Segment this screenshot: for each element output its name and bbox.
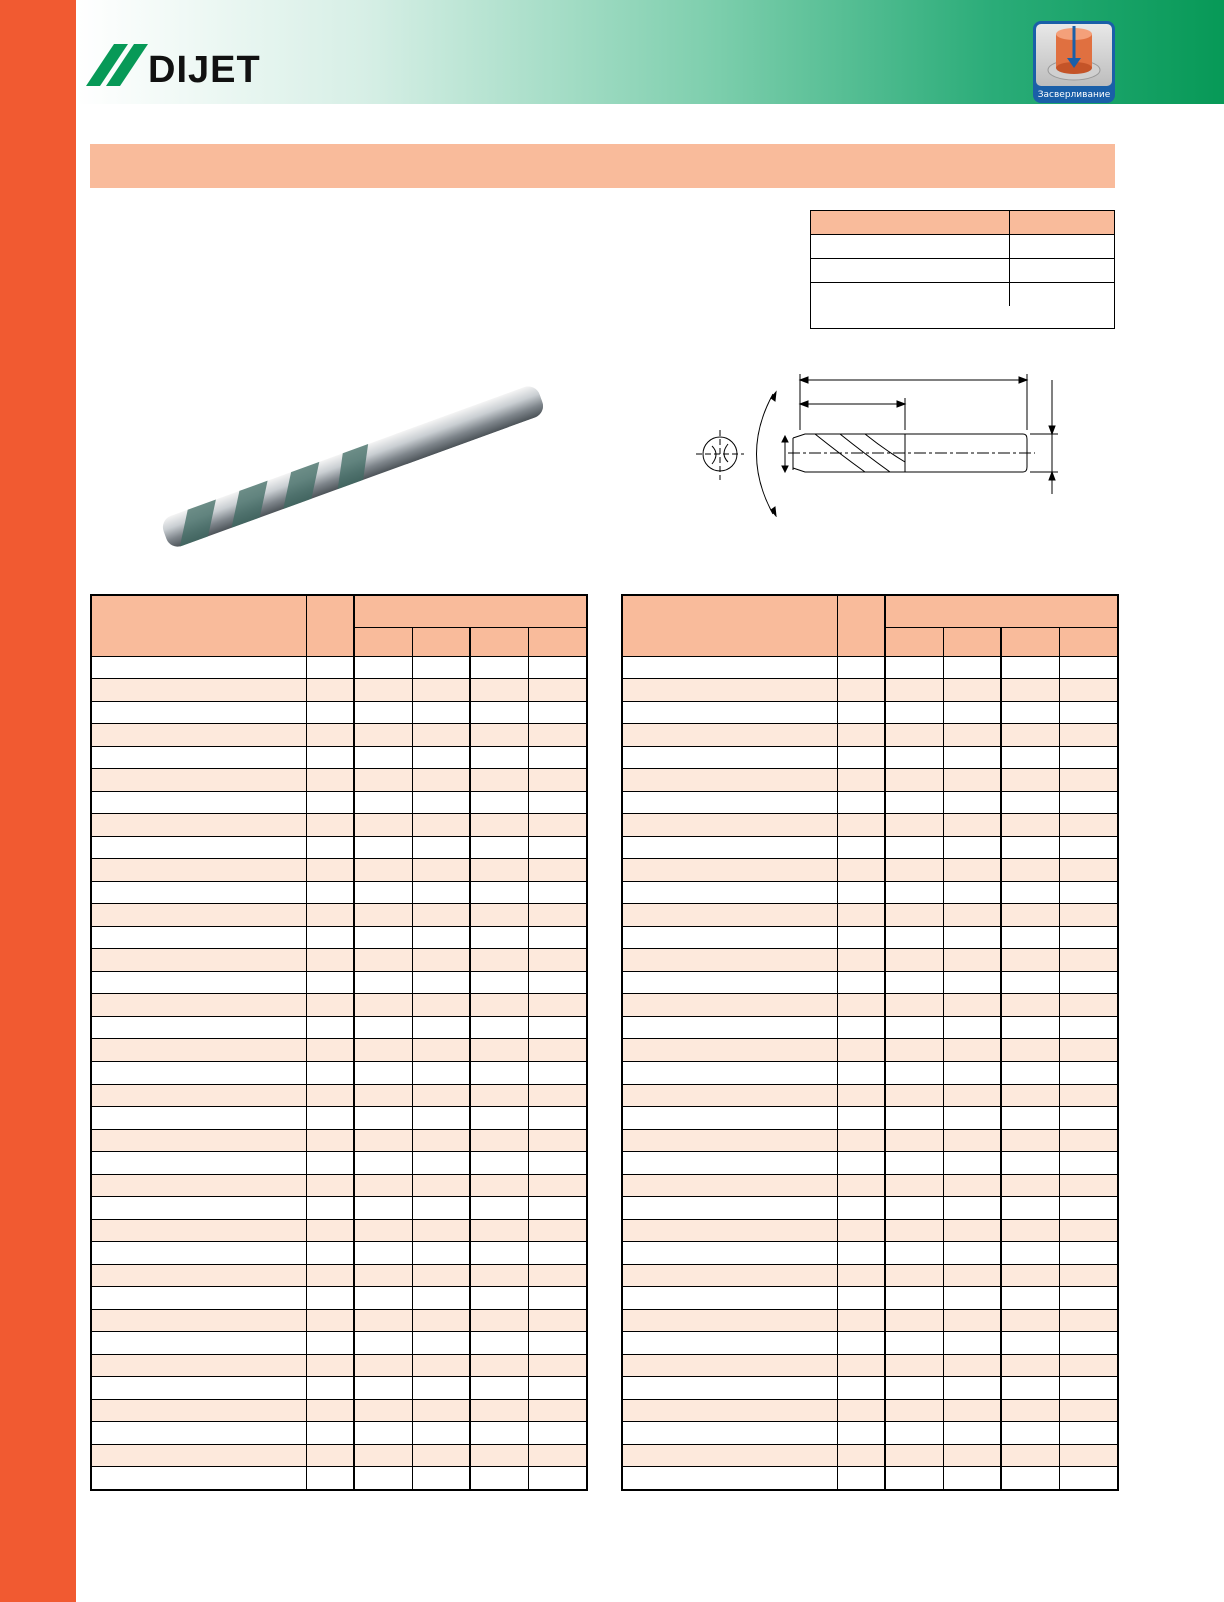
table-row [91, 769, 587, 792]
table-header-cell [354, 595, 587, 627]
table-row [91, 1287, 587, 1310]
table-row [622, 1354, 1118, 1377]
table-row [622, 1197, 1118, 1220]
table-row [622, 814, 1118, 837]
table-row [91, 904, 587, 927]
drill-dimension-drawing [690, 372, 1075, 517]
category-badge [1033, 21, 1115, 103]
table-header-cell [470, 627, 528, 656]
table-row [91, 1264, 587, 1287]
spec-table-header [811, 211, 1114, 234]
table-row [91, 1061, 587, 1084]
table-header-cell [943, 627, 1001, 656]
category-badge-label: Засверливание [1037, 90, 1111, 100]
table-row [91, 1242, 587, 1265]
table-row [91, 1422, 587, 1445]
table-row [91, 679, 587, 702]
table-row [622, 1039, 1118, 1062]
table-row [622, 746, 1118, 769]
spec-table-row [811, 234, 1114, 258]
table-header-cell [1001, 627, 1059, 656]
table-row [91, 926, 587, 949]
table-row [91, 859, 587, 882]
spec-table-row [811, 282, 1114, 306]
table-row [622, 1422, 1118, 1445]
dimension-table-left [90, 594, 588, 1491]
table-row [622, 1399, 1118, 1422]
table-row [91, 1377, 587, 1400]
table-header-cell [622, 595, 837, 656]
spec-table [810, 210, 1115, 329]
table-row [91, 1332, 587, 1355]
table-row [91, 1174, 587, 1197]
table-header-cell [528, 627, 587, 656]
table-row [622, 791, 1118, 814]
table-row [622, 971, 1118, 994]
table-row [91, 1399, 587, 1422]
table-row [622, 701, 1118, 724]
table-row [622, 1084, 1118, 1107]
table-row [622, 1016, 1118, 1039]
table-row [622, 1264, 1118, 1287]
table-row [91, 1467, 587, 1490]
table-row [622, 679, 1118, 702]
table-row [622, 1287, 1118, 1310]
table-row [91, 1107, 587, 1130]
table-row [91, 701, 587, 724]
table-row [622, 656, 1118, 679]
table-row [91, 746, 587, 769]
table-header-cell [412, 627, 470, 656]
table-row [91, 994, 587, 1017]
spec-table-row [811, 258, 1114, 282]
table-row [91, 1039, 587, 1062]
table-header-cell [885, 595, 1118, 627]
table-row [622, 1107, 1118, 1130]
table-row [622, 859, 1118, 882]
table-header-cell [1059, 627, 1118, 656]
table-row [91, 791, 587, 814]
table-row [91, 724, 587, 747]
table-row [622, 994, 1118, 1017]
table-row [622, 1061, 1118, 1084]
product-title-band [90, 144, 1115, 188]
table-row [622, 1174, 1118, 1197]
table-row [91, 1219, 587, 1242]
table-row [622, 881, 1118, 904]
table-row [622, 1309, 1118, 1332]
table-row [91, 836, 587, 859]
table-row [622, 1444, 1118, 1467]
table-row [622, 1219, 1118, 1242]
table-row [622, 836, 1118, 859]
table-row [91, 1129, 587, 1152]
table-row [622, 1467, 1118, 1490]
table-row [91, 1197, 587, 1220]
table-row [622, 949, 1118, 972]
table-row [622, 1242, 1118, 1265]
table-row [622, 1332, 1118, 1355]
table-header-cell [306, 595, 354, 656]
table-row [91, 1309, 587, 1332]
table-row [91, 949, 587, 972]
table-row [91, 1444, 587, 1467]
table-header-cell [91, 595, 306, 656]
table-header-cell [885, 627, 943, 656]
solid-carbide-drill-photo [145, 365, 545, 565]
table-row [91, 1016, 587, 1039]
table-row [622, 926, 1118, 949]
table-row [622, 1377, 1118, 1400]
logo-text: DIJET [148, 49, 261, 91]
table-row [91, 1084, 587, 1107]
table-header-cell [837, 595, 885, 656]
table-row [91, 814, 587, 837]
table-row [622, 769, 1118, 792]
table-row [622, 724, 1118, 747]
table-row [91, 656, 587, 679]
dimension-table-right [621, 594, 1119, 1491]
table-row [91, 881, 587, 904]
table-row [622, 904, 1118, 927]
table-row [622, 1152, 1118, 1175]
side-color-bar [0, 0, 76, 1602]
table-row [91, 1354, 587, 1377]
table-header-cell [354, 627, 412, 656]
drilling-icon [1036, 24, 1112, 86]
table-row [91, 1152, 587, 1175]
table-row [91, 971, 587, 994]
table-row [622, 1129, 1118, 1152]
